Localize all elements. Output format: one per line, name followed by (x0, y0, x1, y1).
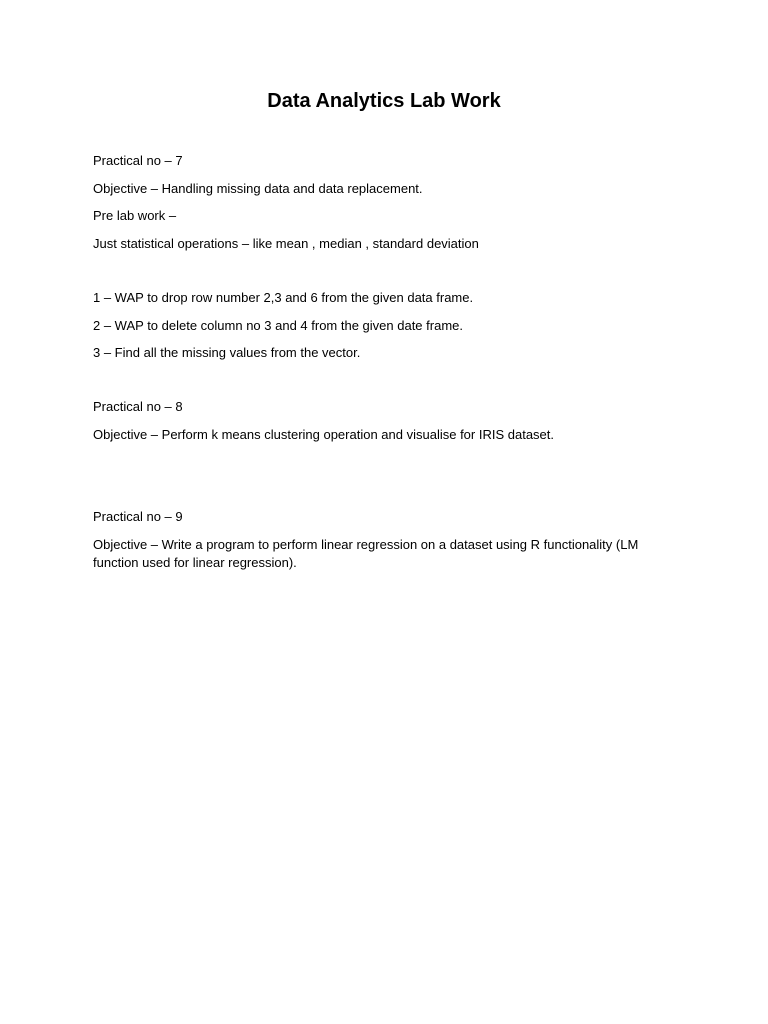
document-title: Data Analytics Lab Work (267, 90, 501, 112)
practical-8-objective: Objective – Perform k means clustering operation and visualise for IRIS dataset. (93, 427, 554, 442)
practical-7-task-2: 2 – WAP to delete column no 3 and 4 from the given date frame. (93, 318, 463, 333)
practical-9-heading: Practical no – 9 (93, 509, 183, 524)
practical-7-task-3: 3 – Find all the missing values from the vector. (93, 345, 361, 360)
practical-9-objective: Objective – Write a program to perform linear regression on a dataset using R functionality (LM function used for linear regression). (93, 537, 639, 570)
practical-7-prelab-label: Pre lab work – (93, 208, 177, 223)
practical-7-objective: Objective – Handling missing data and data replacement. (93, 181, 423, 196)
practical-7-heading: Practical no – 7 (93, 153, 183, 168)
practical-7-prelab-text: Just statistical operations – like mean , median , standard deviation (93, 236, 479, 251)
practical-8-heading: Practical no – 8 (93, 399, 183, 414)
practical-7-task-1: 1 – WAP to drop row number 2,3 and 6 from the given data frame. (93, 290, 474, 305)
